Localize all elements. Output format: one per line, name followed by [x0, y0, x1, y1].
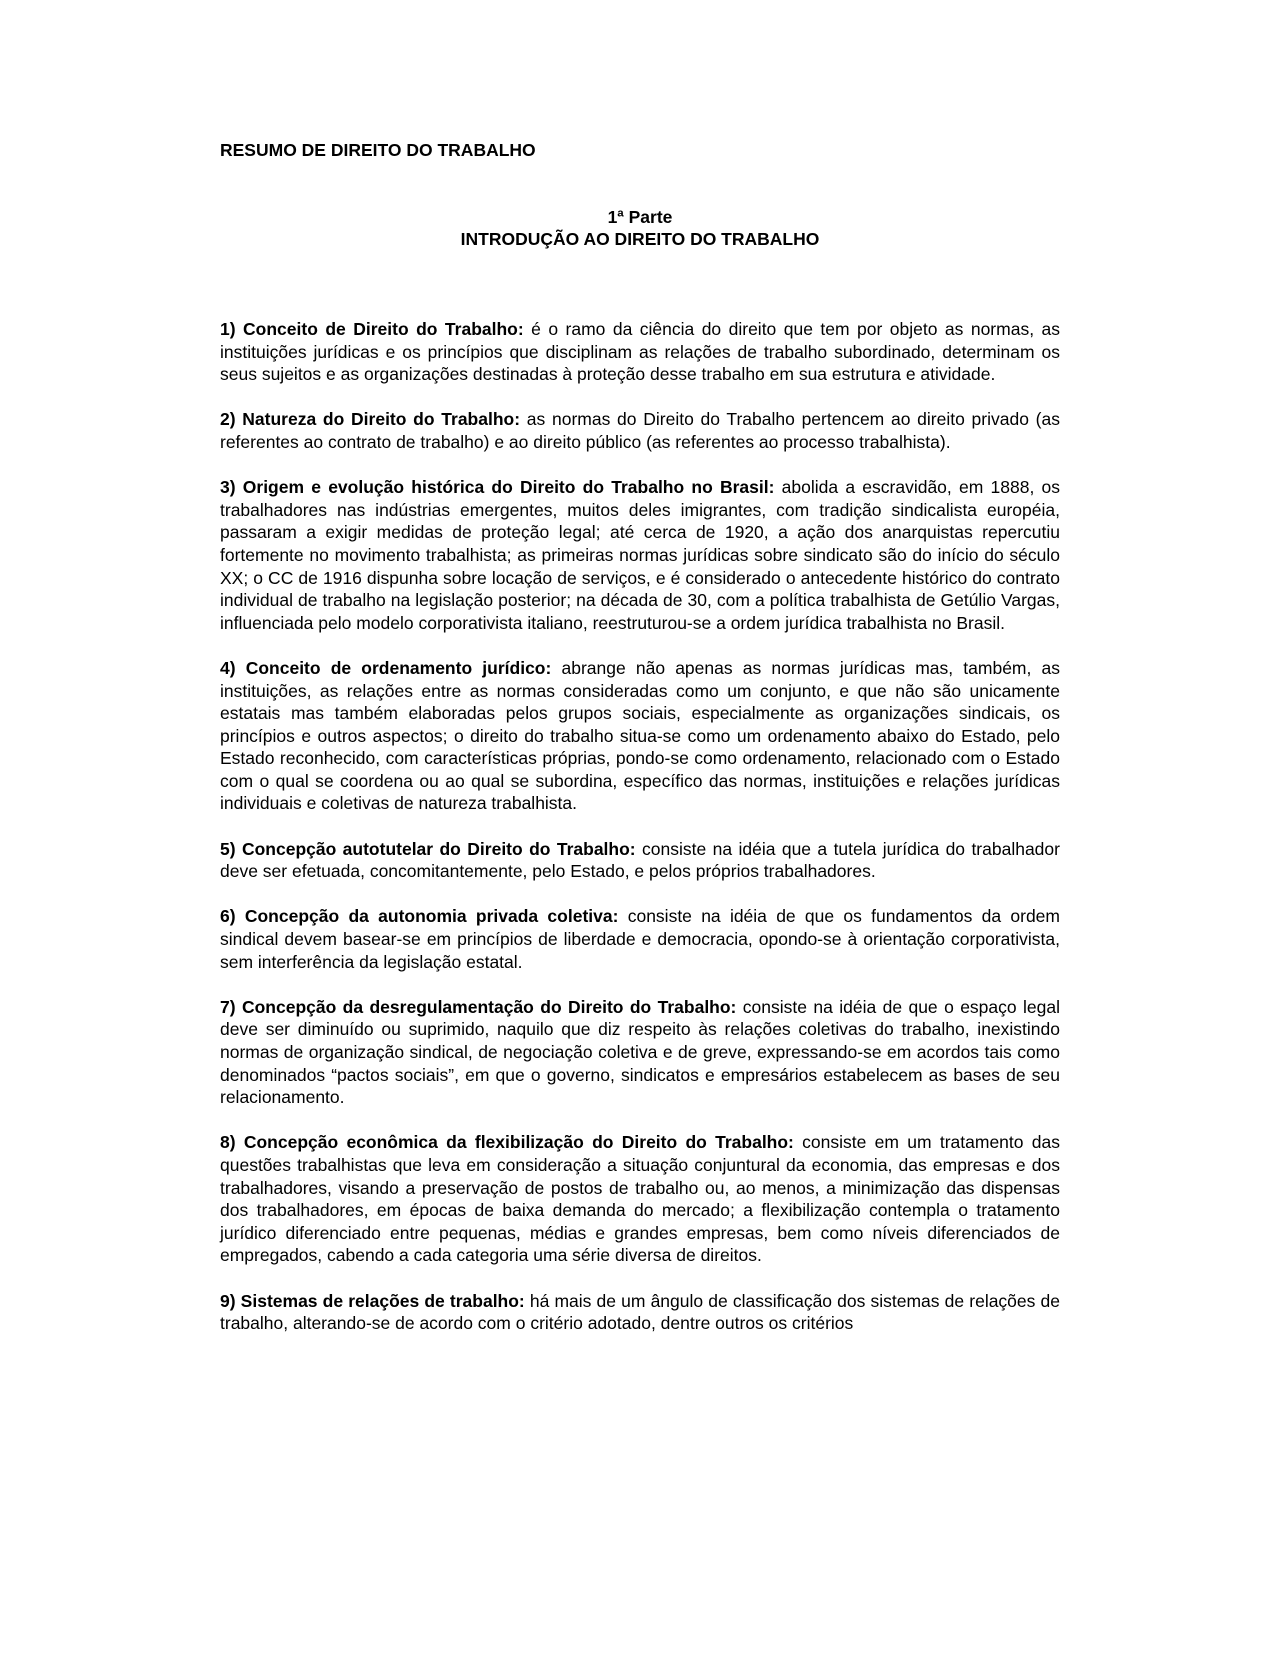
- document-page: [220, 0, 1060, 1656]
- section-body: abolida a escravidão, em 1888, os trabalhadores nas indústrias emergentes, muitos deles imigrantes, com tradição sindicalista européia, passaram a exigir medidas de proteção legal; até cerca de 1920, a ação dos anarquistas repercutiu fortemente no movimento trabalhista; as primeiras normas jurídicas sobre sindicato são do início do século XX; o CC de 1916 dispunha sobre locação de serviços, e é considerado o antecedente histórico do contrato individual de trabalho na legislação posterior; na década de 30, com a política trabalhista de Getúlio Vargas, influenciada pelo modelo corporativista italiano, reestruturou-se a ordem jurídica trabalhista no Brasil.: [220, 477, 1060, 633]
- section-heading: 2) Natureza do Direito do Trabalho:: [220, 409, 521, 430]
- part-header: [220, 206, 1060, 250]
- section-heading: 8) Concepção econômica da flexibilização do Direito do Trabalho:: [220, 1132, 794, 1153]
- part-title: INTRODUÇÃO AO DIREITO DO TRABALHO: [460, 229, 820, 249]
- document-title: RESUMO DE DIREITO DO TRABALHO: [220, 140, 536, 160]
- section-4: [220, 657, 1060, 815]
- section-1: [220, 318, 1060, 386]
- section-body: é o ramo da ciência do direito que tem por objeto as normas, as instituições jurídicas e os princípios que disciplinam as relações de trabalho subordinado, determinam os seus sujeitos e as organizações destinadas à proteção desse trabalho em sua estrutura e atividade.: [220, 319, 1060, 385]
- section-3: [220, 476, 1060, 634]
- section-heading: 6) Concepção da autonomia privada coletiva:: [220, 906, 619, 927]
- section-heading: 4) Conceito de ordenamento jurídico:: [220, 657, 552, 678]
- section-body: há mais de um ângulo de classificação dos sistemas de relações de trabalho, alterando-se de acordo com o critério adotado, dentre outros os critérios: [220, 1290, 1060, 1334]
- part-number: 1ª Parte: [607, 207, 673, 227]
- section-body: as normas do Direito do Trabalho pertencem ao direito privado (as referentes ao contrato de trabalho) e ao direito público (as referentes ao processo trabalhista).: [220, 409, 1060, 452]
- section-body: consiste na idéia que a tutela jurídica do trabalhador deve ser efetuada, concomitantemente, pelo Estado, e pelos próprios trabalhadores.: [220, 838, 1060, 882]
- section-8: [220, 1131, 1060, 1267]
- section-9: [220, 1290, 1060, 1335]
- section-5: [220, 838, 1060, 883]
- section-heading: 7) Concepção da desregulamentação do Direito do Trabalho:: [220, 996, 737, 1017]
- section-heading: 9) Sistemas de relações de trabalho:: [220, 1290, 525, 1311]
- sections-list: [220, 318, 1060, 1357]
- section-body: consiste na idéia de que o espaço legal deve ser diminuído ou suprimido, naquilo que diz respeito às relações coletivas do trabalho, inexistindo normas de organização sindical, de negociação coletiva e de greve, expressando-se em acordos tais como denominados “pactos sociais”, em que o governo, sindicatos e empresários estabelecem as bases de seu relacionamento.: [220, 996, 1060, 1108]
- section-heading: 3) Origem e evolução histórica do Direito do Trabalho no Brasil:: [220, 477, 775, 498]
- section-body: consiste na idéia de que os fundamentos da ordem sindical devem basear-se em princípios de liberdade e democracia, opondo-se à orientação corporativista, sem interferência da legislação estatal.: [220, 906, 1060, 972]
- section-2: [220, 408, 1060, 453]
- section-7: [220, 996, 1060, 1109]
- section-heading: 1) Conceito de Direito do Trabalho:: [220, 319, 524, 339]
- section-6: [220, 905, 1060, 973]
- section-body: consiste em um tratamento das questões trabalhistas que leva em consideração a situação conjuntural da economia, das empresas e dos trabalhadores, visando a preservação de postos de trabalho ou, ao menos, a minimização das dispensas dos trabalhadores, em épocas de baixa demanda do mercado; a flexibilização contempla o tratamento jurídico diferenciado entre pequenas, médias e grandes empresas, bem como níveis diferenciados de empregados, cabendo a cada categoria uma série diversa de direitos.: [220, 1132, 1061, 1266]
- section-body: abrange não apenas as normas jurídicas mas, também, as instituições, as relações entre as normas consideradas como um conjunto, e que não são unicamente estatais mas também elaboradas pelos grupos sociais, especialmente as organizações sindicais, os princípios e outros aspectos; o direito do trabalho situa-se como um ordenamento abaixo do Estado, pelo Estado reconhecido, com características próprias, pondo-se como ordenamento, relacionado com o Estado com o qual se coordena ou ao qual se subordina, específico das normas, instituições e relações jurídicas individuais e coletivas de natureza trabalhista.: [220, 657, 1060, 814]
- section-heading: 5) Concepção autotutelar do Direito do Trabalho:: [220, 838, 636, 859]
